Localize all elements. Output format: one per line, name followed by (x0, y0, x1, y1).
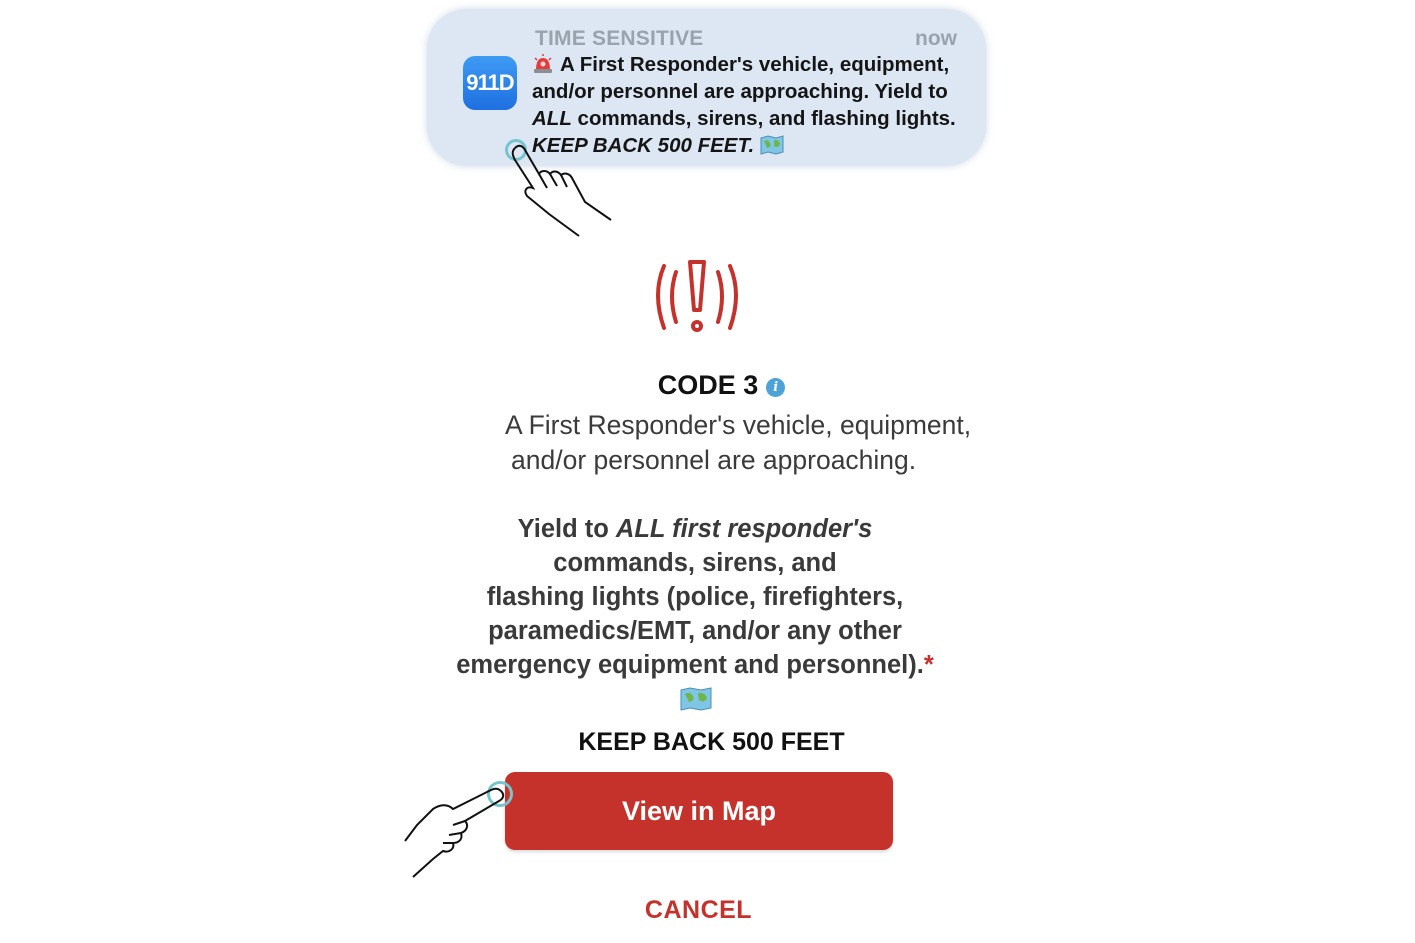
info-icon[interactable]: i (766, 378, 785, 397)
map-icon (680, 687, 712, 711)
pointing-hand-icon (505, 140, 617, 238)
yield-instructions (430, 512, 960, 682)
description-line-1: A First Responder's vehicle, equipment, (505, 410, 972, 440)
alert-title: CODE 3 (657, 370, 759, 400)
notification-category: TIME SENSITIVE (535, 27, 704, 50)
cancel-button[interactable]: CANCEL (644, 896, 753, 924)
siren-icon (532, 54, 554, 74)
keep-back-label: KEEP BACK 500 FEET (578, 728, 845, 756)
footnote-asterisk: * (923, 651, 934, 679)
notification-line-3: ALL commands, sirens, and flashing lights. (532, 107, 956, 130)
notification-line-4: KEEP BACK 500 FEET. (532, 132, 977, 159)
alert-title-row (0, 370, 1415, 401)
alert-description (505, 408, 1005, 478)
yield-line-1: Yield to ALL first responder's (517, 515, 873, 543)
yield-line-2: commands, sirens, and (553, 549, 837, 577)
yield-line-4: paramedics/EMT, and/or any other (488, 617, 902, 645)
notification-time: now (915, 27, 957, 50)
notification-line-2: and/or personnel are approaching. Yield to (532, 80, 948, 103)
notification-line-1: A First Responder's vehicle, equipment, (532, 51, 977, 78)
description-line-2: and/or personnel are approaching. (511, 445, 917, 475)
yield-line-3: flashing lights (police, firefighters, (486, 583, 904, 611)
yield-line-5: emergency equipment and personnel).* (456, 651, 934, 679)
cancel-button-row (0, 896, 1415, 925)
notification-header (535, 27, 957, 53)
map-icon (760, 135, 784, 155)
view-in-map-button[interactable]: View in Map (505, 772, 893, 850)
alert-siren-icon (650, 258, 744, 338)
pointing-hand-icon (403, 785, 511, 880)
app-icon: 911D (463, 56, 517, 110)
